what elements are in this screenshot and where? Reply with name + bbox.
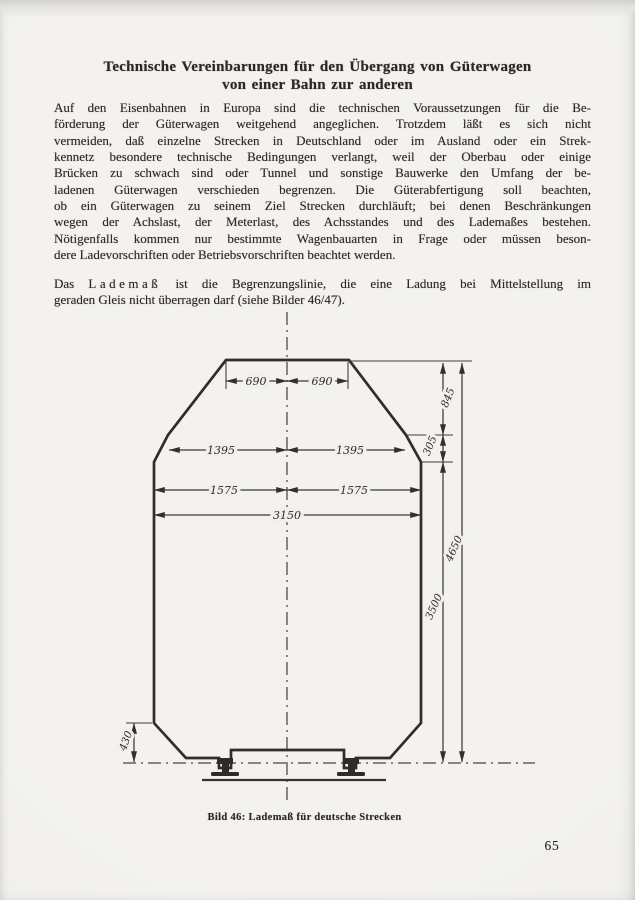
dim-label-1395-right: 1395 bbox=[336, 443, 364, 457]
scan-artifact-top-edge bbox=[0, 0, 635, 18]
loading-gauge-figure bbox=[0, 300, 635, 815]
text-line: ladenen Güterwagen verschieden begrenzen. Die Güterabfertigung soll beachten, bbox=[54, 181, 591, 197]
dim-label-845: 845 bbox=[438, 386, 458, 410]
text-line: ob ein Güterwagen zu seinem Ziel Strecken durchläuft; bei denen Beschränkungen bbox=[54, 198, 591, 214]
dim-label-430: 430 bbox=[117, 729, 136, 753]
page-title bbox=[0, 58, 635, 94]
text-line: dere Ladevorschriften oder Betriebsvorschriften beachtet werden. bbox=[54, 247, 396, 263]
text-line bbox=[54, 276, 591, 292]
text-line: Brücken zu schwach sind oder Tunnel und sonstige Bauwerke den Umfang der be- bbox=[54, 165, 591, 181]
dim-label-4650: 4650 bbox=[443, 534, 466, 564]
dim-label-690-right: 690 bbox=[311, 374, 333, 388]
rail-right bbox=[337, 758, 365, 776]
dim-label-305: 305 bbox=[420, 434, 440, 458]
text-line: Auf den Eisenbahnen in Europa sind die technischen Voraussetzungen für die Be- bbox=[54, 100, 591, 115]
text-line: förderung der Güterwagen weitgehend angeglichen. Trotzdem läßt es sich nicht bbox=[54, 116, 591, 132]
text-run: Das bbox=[54, 276, 75, 291]
text-line: Nötigenfalls kommen nur bestimmte Wagenbauarten in Frage oder müssen beson- bbox=[54, 230, 591, 246]
dim-label-690-left: 690 bbox=[245, 374, 267, 388]
rail-left bbox=[211, 758, 239, 776]
title-line-1: Technische Vereinbarungen für den Übergang von Güterwagen bbox=[103, 59, 532, 75]
title-line-2: von einer Bahn zur anderen bbox=[222, 77, 413, 93]
page-number: 65 bbox=[544, 838, 560, 853]
dim-label-1395-left: 1395 bbox=[207, 443, 235, 457]
figure-caption: Bild 46: Lademaß für deutsche Strecken bbox=[207, 812, 402, 823]
dimension-lines bbox=[134, 363, 462, 762]
dim-label-3150: 3150 bbox=[273, 508, 301, 522]
text-run: ist die Begrenzungslinie, die eine Ladung bei Mittelstellung im bbox=[175, 276, 591, 291]
emphasized-term: Lademaß bbox=[88, 276, 162, 291]
dim-label-1575-left: 1575 bbox=[210, 483, 238, 497]
text-line: kennetz besondere technische Bedingungen verlangt, weil der Oberbau oder einige bbox=[54, 149, 591, 165]
text-line: vermeiden, daß einzelne Strecken in Deutschland oder im Ausland oder ein Strek- bbox=[54, 132, 591, 148]
dim-label-3500: 3500 bbox=[423, 592, 446, 622]
text-line: geraden Gleis nicht überragen darf (siehe Bilder 46/47). bbox=[54, 292, 345, 308]
body-paragraph-1 bbox=[54, 100, 591, 263]
dim-label-1575-right: 1575 bbox=[340, 483, 368, 497]
text-line: wegen der Achslast, der Meterlast, des Achsstandes und des Lademaßes bestehen. bbox=[54, 214, 591, 230]
